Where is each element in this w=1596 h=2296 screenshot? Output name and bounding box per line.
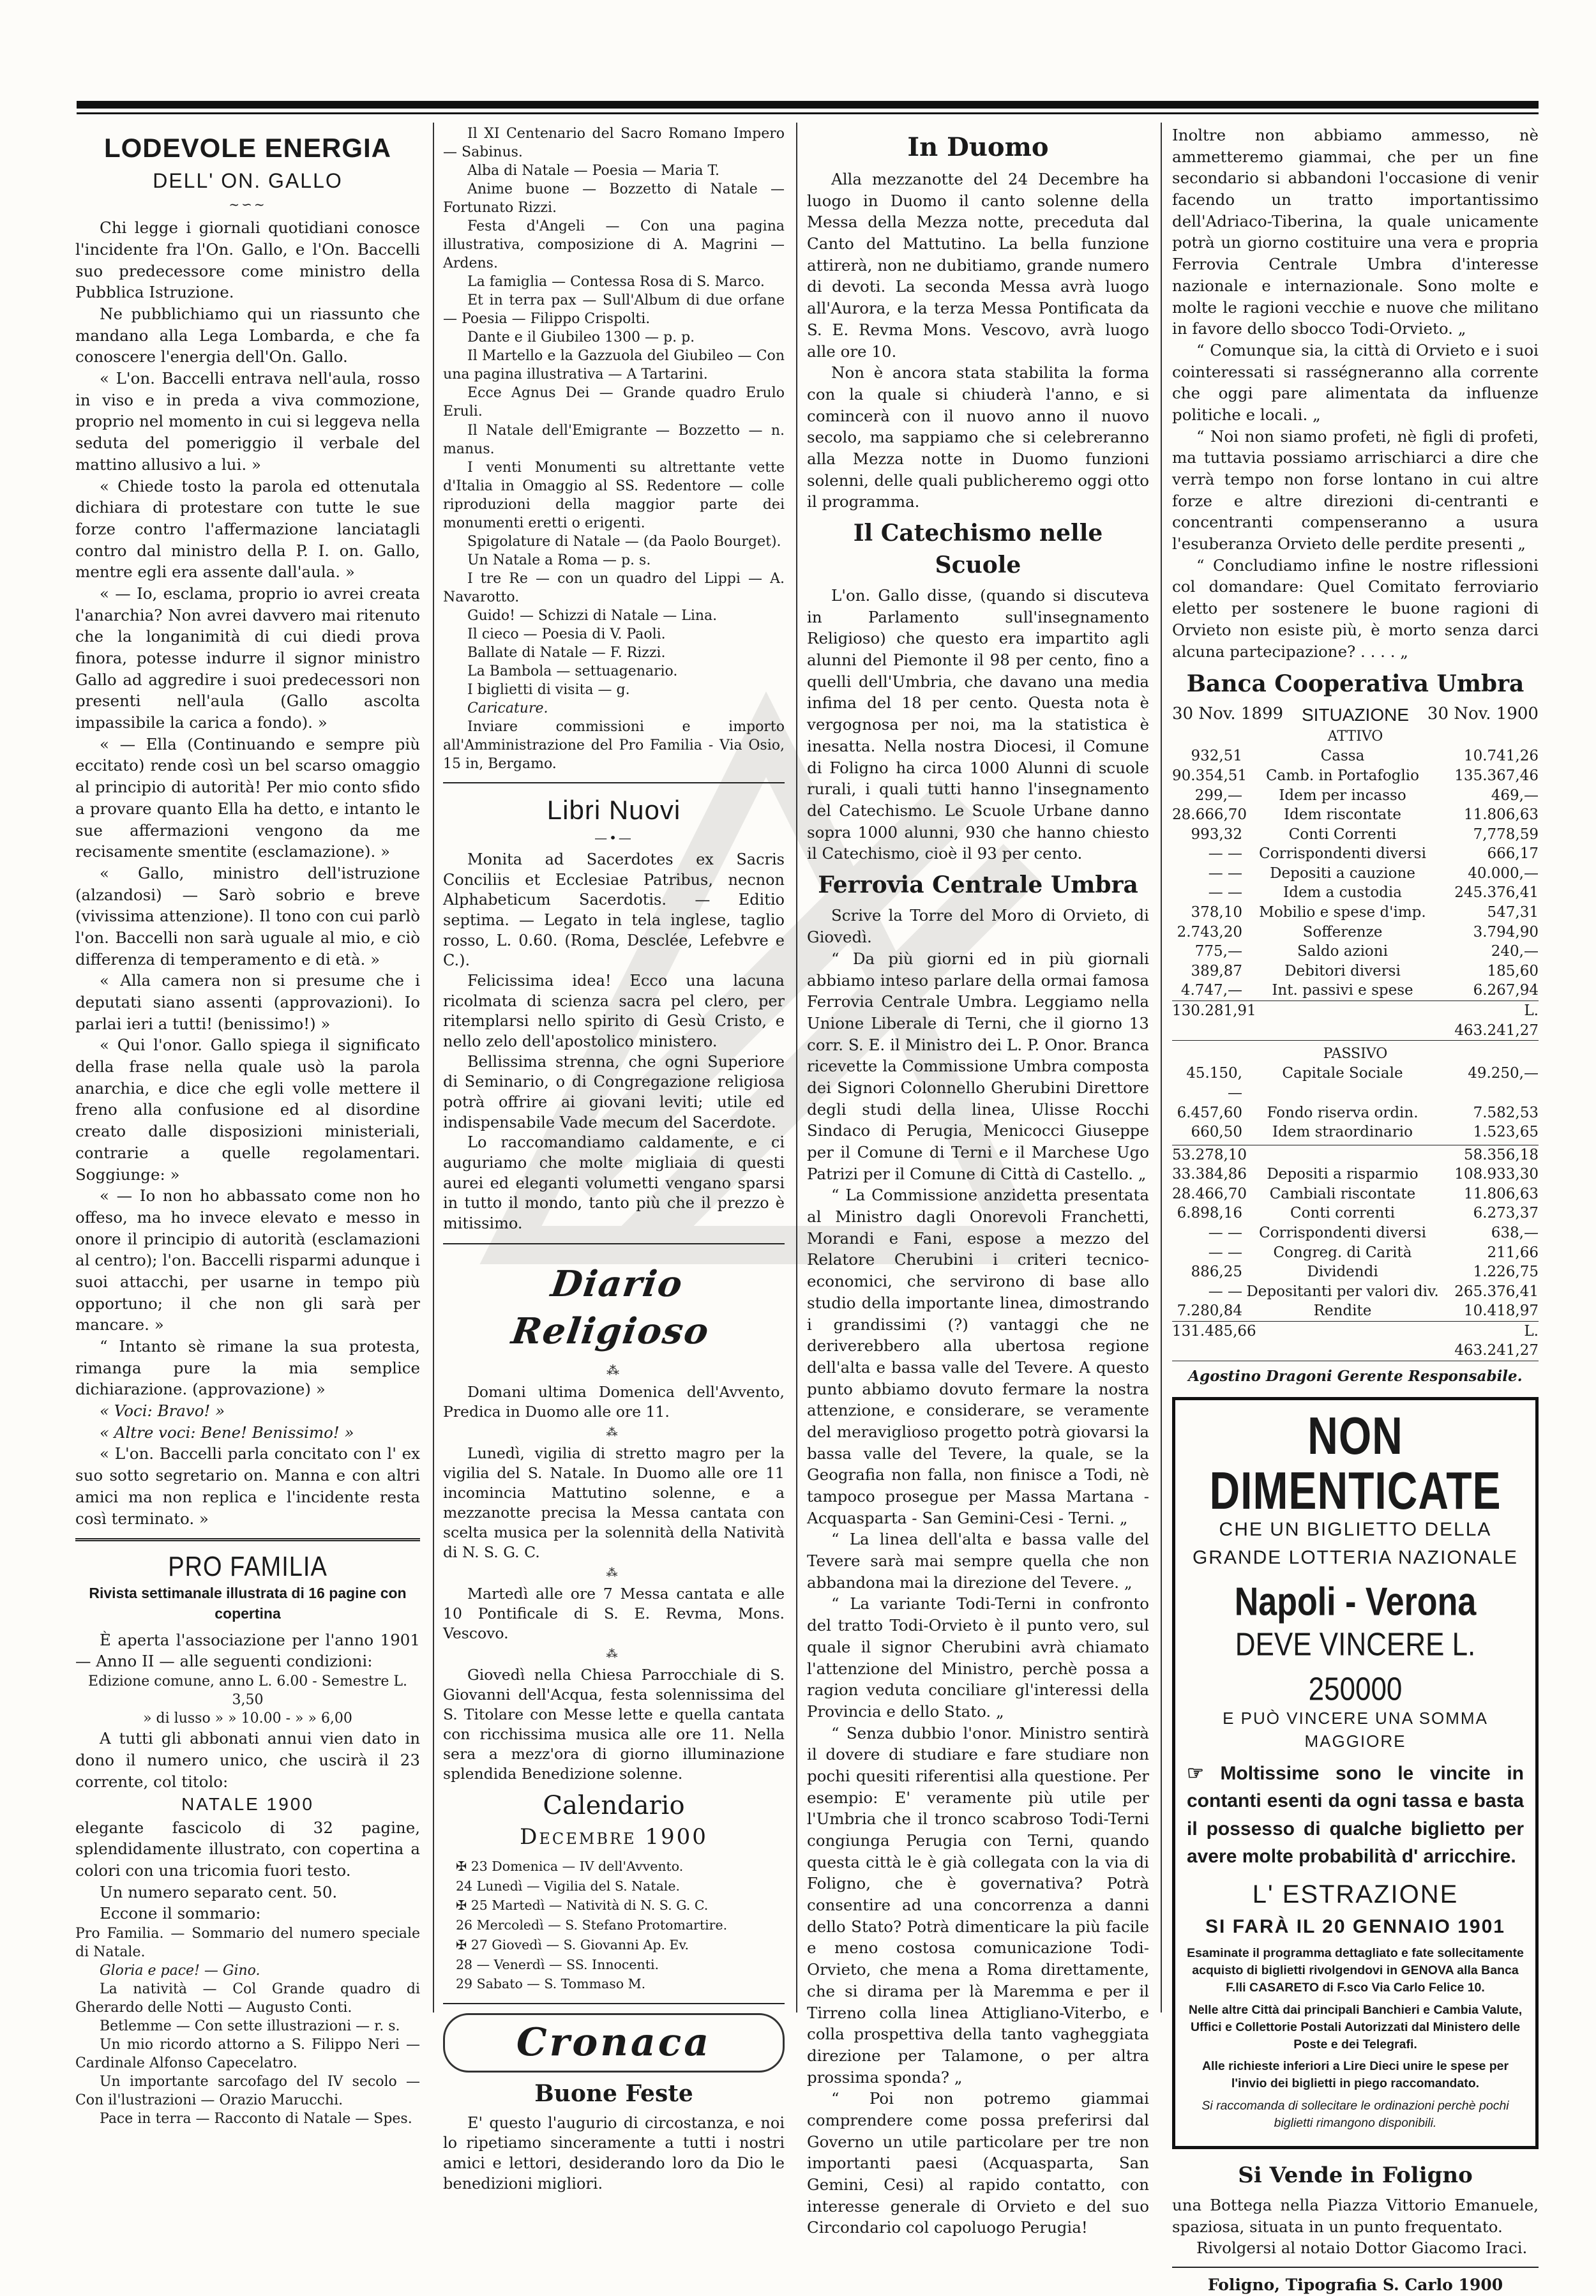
natale-title: NATALE 1900 xyxy=(181,1794,314,1815)
paragraph: E' questo l'augurio di circostanza, e noi lo ripetiamo sinceramente a tutti i nostri amici e lettori, desiderando loro da Dio le benedizioni migliori. xyxy=(443,2113,785,2193)
value-1900: 211,66 xyxy=(1487,1244,1539,1261)
paragraph: « Alla camera non si presume che i deputati siano assenti (approvazioni). Io parlai ieri a tutti! (benissimo!) » xyxy=(75,971,420,1033)
finance-row xyxy=(1172,825,1539,845)
value-1899: 33.384,86 xyxy=(1172,1166,1247,1183)
value-1899: 2.743,20 xyxy=(1177,923,1242,940)
list-item: Alba di Natale — Poesia — Maria T. xyxy=(467,163,719,179)
price-line: » di lusso » » 10.00 - » » 6,00 xyxy=(143,1711,352,1727)
paragraph: « L'on. Baccelli entrava nell'aula, rosso in viso e in preda a viva commozione, proprio nel momento in cui si leggeva nella seduta del pomeriggio il verbale del mattino allusivo a lui. » xyxy=(75,369,420,474)
paragraph: Martedì alle ore 7 Messa cantata e alle 10 Pontificale di S. E. Revma, Mons. Vescovo. xyxy=(443,1585,785,1643)
top-rule xyxy=(77,101,1539,109)
ornament: ⁂ xyxy=(606,1425,622,1439)
value-1900: 6.267,94 xyxy=(1473,982,1539,999)
si-vende-title: Si Vende in Foligno xyxy=(1238,2163,1473,2189)
libri-nuovi-title: Libri Nuovi xyxy=(546,795,681,826)
calendar-row: 24 Lunedì — Vigilia del S. Natale. xyxy=(456,1878,680,1894)
finance-row xyxy=(1172,786,1539,806)
list-item: La natività — Col Grande quadro di Gherardo delle Notti — Augusto Conti. xyxy=(75,1981,420,2016)
value-1899: — — xyxy=(1208,884,1242,902)
finance-row xyxy=(1172,1204,1539,1223)
finance-row xyxy=(1172,1282,1539,1302)
ad-estrazione: L' ESTRAZIONE xyxy=(1252,1880,1459,1908)
list-item: I tre Re — con un quadro del Lippi — A. Navarotto. xyxy=(443,570,785,605)
value-1899: 7.280,84 xyxy=(1177,1303,1242,1320)
item-label: Camb. in Portafoglio xyxy=(1266,767,1419,785)
list-item: Il cieco — Poesia di V. Paoli. xyxy=(467,626,666,642)
paragraph: « — Ella (Continuando e sempre più eccitato) rende così un bel scarso omaggio al principio di autorità! Per mio conto sfido a provare quanto Ella ha detto, e intanto le sue affermazioni vengono da me recisamente smentite (esclamazione). » xyxy=(75,734,420,861)
item-label: Conti Correnti xyxy=(1288,826,1397,843)
finance-row xyxy=(1172,923,1539,942)
finance-row xyxy=(1172,883,1539,903)
paragraph: Eccone il sommario: xyxy=(100,1904,261,1923)
item-label: Idem per incasso xyxy=(1279,787,1406,804)
list-item: Ballate di Natale — F. Rizzi. xyxy=(467,644,666,661)
value-1899: 660,50 xyxy=(1191,1124,1242,1141)
in-duomo-title: In Duomo xyxy=(907,132,1049,162)
ornament: ~∽~ xyxy=(229,196,267,212)
ad-city: Napoli - Verona xyxy=(1234,1579,1477,1624)
item-label: Depositi a cauzione xyxy=(1270,865,1415,882)
value-1900: 6.273,37 xyxy=(1473,1205,1539,1222)
value-1899: — — xyxy=(1208,1283,1242,1300)
value-1900: 638,— xyxy=(1491,1224,1539,1241)
calendar-row: ✠ 27 Giovedì — S. Giovanni Ap. Ev. xyxy=(456,1937,689,1952)
value-1900: 1.226,75 xyxy=(1473,1264,1539,1281)
value-1900: 10.418,97 xyxy=(1463,1303,1539,1320)
paragraph: “ Intanto sè rimane la sua protesta, rimanga pure la mia semplice dichiarazione. (approvazione) » xyxy=(75,1337,420,1399)
finance-row xyxy=(1172,942,1539,962)
calendar-row: 29 Sabato — S. Tommaso M. xyxy=(456,1976,646,1992)
paragraph: Ne pubblichiamo qui un riassunto che mandano alla Lega Lombarda, e che fa conoscere l'energia dell'On. Gallo. xyxy=(75,305,420,366)
value-1900: 3.794,90 xyxy=(1473,923,1539,940)
item-label: Idem a custodia xyxy=(1283,884,1402,902)
banca-header xyxy=(1172,703,1539,728)
item-label: Corrispondenti diversi xyxy=(1259,1224,1426,1241)
finance-row xyxy=(1172,1262,1539,1282)
paragraph: Lo raccomandiamo caldamente, e ci auguriamo che molte migliaia di questi aurei ed eleganti volumetti vengano sparsi in tutto il mondo, tanto più che il prezzo è mitissimo. xyxy=(443,1133,785,1233)
paragraph: È aperta l'associazione per l'anno 1901 — Anno II — alle seguenti condizioni: xyxy=(75,1630,420,1671)
paragraph: « — Io, esclama, proprio io avrei creata l'anarchia? Non avrei davvero mai ritenuto che la longanimità di cui diedi prova finora, potesse indurre il signor ministro Gallo ad aggredire i suoi predecessori non presenti nell'aula (Gallo ascolta impassibile la carica a fondo). » xyxy=(75,584,420,732)
item-label: Depositanti per valori div. xyxy=(1246,1283,1439,1300)
paragraph: Alla mezzanotte del 24 Decembre ha luogo in Duomo il canto solenne della Messa della Mezza notte, preceduta dal Canto del Mattutino. La bella funzione attirerà, non ne dubitiamo, grande numero di devoti. La seconda Messa avrà luogo all'Aurora, e la terza Messa Pontificata da S. E. Revma Mons. Vescovo, avrà luogo alle ore 10. xyxy=(807,170,1149,361)
value-1900: 245.376,41 xyxy=(1454,884,1539,902)
value-1900: 11.806,63 xyxy=(1463,1185,1539,1202)
paragraph: una Bottega nella Piazza Vittorio Emanuele, spaziosa, situata in un punto frequentato. xyxy=(1172,2195,1539,2236)
ornament: ⁂ xyxy=(606,1566,622,1580)
value-1900: 108.933,30 xyxy=(1454,1166,1539,1183)
item-label: Congreg. di Carità xyxy=(1273,1244,1412,1261)
paragraph: A tutti gli abbonati annui vien dato in dono il numero unico, che uscirà il 23 corrente, col titolo: xyxy=(75,1729,420,1791)
paragraph: Inviare commissioni e importo all'Amministrazione del Pro Familia - Via Osio, 15 in, Bergamo. xyxy=(443,719,785,773)
value-1899: — — xyxy=(1208,1244,1242,1261)
finance-row xyxy=(1172,1184,1539,1204)
lottery-advertisement xyxy=(1172,1397,1539,2149)
calendar-row: 28 — Venerdì — SS. Innocenti. xyxy=(456,1956,659,1972)
catechismo-title: Il Catechismo nelle Scuole xyxy=(853,520,1103,578)
ad-line: GRANDE LOTTERIA NAZIONALE xyxy=(1192,1546,1519,1568)
paragraph: “ Concludiamo infine le nostre riflessioni col domandare: Quel Comitato ferroviario eletto per sostenere le buone ragioni di Orvieto non esiste più, è morto senza darci alcuna partecipazione? . . . . „ xyxy=(1172,555,1539,661)
value-1900: 40.000,— xyxy=(1468,865,1539,882)
paragraph: Monita ad Sacerdotes ex Sacris Conciliis et Ecclesiae Patribus, necnon Alphabeticum Sacerdotis. — Editio septima. — Legato in tela inglese, taglio rosso, L. 0.60. (Roma, Desclée, Lefebvre e C.). xyxy=(443,850,785,970)
date-1900: 30 Nov. 1900 xyxy=(1427,704,1539,723)
attivo-label: ATTIVO xyxy=(1327,729,1383,745)
list-item: Festa d'Angeli — Con una pagina illustrativa, composizione di A. Magrini — Ardens. xyxy=(443,218,785,272)
paragraph: « Voci: Bravo! » xyxy=(100,1401,225,1421)
list-item: Anime buone — Bozzetto di Natale — Fortunato Rizzi. xyxy=(443,181,785,216)
calendar-row: ✠ 23 Domenica — IV dell'Avvento. xyxy=(456,1858,684,1874)
value-1899: — — xyxy=(1208,1224,1242,1241)
banca-title: Banca Cooperativa Umbra xyxy=(1186,670,1524,698)
cronaca-title: Cronaca xyxy=(443,2013,785,2073)
value-1899: 775,— xyxy=(1194,943,1242,960)
ad-date: SI FARÀ IL 20 GENNAIO 1901 xyxy=(1205,1915,1505,1937)
value-1899: 389,87 xyxy=(1191,962,1242,979)
list-item: Et in terra pax — Sull'Album di due orfane — Poesia — Filippo Crispolti. xyxy=(443,292,785,328)
ad-small: Alle richieste inferiori a Lire Dieci unire le spese per l'invio dei biglietti in piego raccomandato. xyxy=(1201,2059,1509,2091)
list-item: Betlemme — Con sette illustrazioni — r. s. xyxy=(100,2018,400,2035)
list-item: Dante e il Giubileo 1300 — p. p. xyxy=(467,329,695,346)
item-label: Saldo azioni xyxy=(1297,943,1388,960)
value-1899: 4.747,— xyxy=(1180,982,1242,999)
finance-row xyxy=(1172,981,1539,1001)
list-item: Un importante sarcofago del IV secolo — Con il'lustrazioni — Orazio Marucchi. xyxy=(75,2074,420,2109)
column-2 xyxy=(443,125,785,2194)
value-1900: 1.523,65 xyxy=(1473,1124,1539,1141)
value-1899: 45.150,— xyxy=(1186,1065,1242,1101)
value-1899: 28.666,70 xyxy=(1172,806,1247,824)
pointing-hand-icon: ☞ xyxy=(1187,1762,1221,1784)
item-label: Sofferenze xyxy=(1302,923,1383,940)
column-divider xyxy=(796,123,797,2013)
paragraph: L'on. Gallo disse, (quando si discuteva in Parlamento sull'insegnamento Religioso) che questo era impartito agli alunni del Piemonte il 98 per cento, fino a quelli dell'Umbria, che davano una media infima del 18 per cento. Questa nota è vergognosa per noi, ma la statistica è inesatta. Nella nostra Diocesi, il Comune di Foligno ha circa 1000 Alunni di scuole rurali, i quali tutti hanno l'insegnamento del Catechismo. Le Scuole Urbane danno sopra 1000 alunni, 930 che hanno chiesto il Catechismo, cioè il 93 per cento. xyxy=(807,586,1149,863)
value-1900: 49.250,— xyxy=(1468,1065,1539,1082)
finance-row xyxy=(1172,1103,1539,1123)
value-1900: 11.806,63 xyxy=(1463,806,1539,824)
value-1899: 993,32 xyxy=(1191,826,1242,843)
finance-row xyxy=(1172,1243,1539,1263)
paragraph: “ La Commissione anzidetta presentata al Ministro dagli Onorevoli Franchetti, Morandi e Fani, espose a mezzo del Relatore Cherubini i criteri tecnico-economici, che servirono di base allo studio della importante linea, dimostrando i grandissimi (?) vantaggi che ne deriverebbero alla ubertosa regione dell'alta e bassa valle del Tevere. A questo punto abbiamo dovuto fermare la nostra attenzione, e considerare, se veramente del meraviglioso progetto potrà giovarsi la bassa valle del Tevere, la quale, se la Geografia non falla, non finisce a Todi, nè tampoco prosegue per Massa Martana - Acquasparta - San Gemini-Cesi - Terni. „ xyxy=(807,1186,1149,1527)
item-label: Mobilio e spese d'imp. xyxy=(1259,904,1426,921)
ad-prize-sub: E PUÒ VINCERE UNA SOMMA MAGGIORE xyxy=(1223,1709,1488,1751)
finance-row xyxy=(1172,1301,1539,1321)
item-label: Conti correnti xyxy=(1290,1205,1395,1222)
value-1899: 6.898,16 xyxy=(1177,1205,1242,1222)
paragraph: « Altre voci: Bene! Benissimo! » xyxy=(100,1423,354,1442)
list-item: Gloria e pace! — Gino. xyxy=(100,1963,260,1979)
paragraph: « Gallo, ministro dell'istruzione (alzandosi) — Sarò sobrio e breve (vivissima attenzione). Il tono con cui parlò l'on. Baccelli non sarà uguale al mio, e ciò differenza di temperamento e di età. » xyxy=(75,863,420,969)
value-1899: — — xyxy=(1208,865,1242,882)
passivo-total xyxy=(1172,1321,1539,1361)
value-1899: 886,25 xyxy=(1191,1264,1242,1281)
item-label: Dividendi xyxy=(1307,1264,1378,1281)
paragraph: Chi legge i giornali quotidiani conosce l'incidente fra l'On. Gallo, e l'On. Baccelli suo predecessore come ministro della Pubblica Istruzione. xyxy=(75,218,420,302)
column-4 xyxy=(1172,125,1539,2296)
attivo-total xyxy=(1172,1001,1539,1041)
column-3 xyxy=(807,125,1149,2239)
gerente-line: Agostino Dragoni Gerente Responsabile. xyxy=(1188,1368,1523,1386)
finance-row xyxy=(1172,864,1539,884)
ad-text xyxy=(1187,1760,1524,1871)
paragraph: “ Noi non siamo profeti, nè figli di profeti, ma tuttavia possiamo arrischiarci a dire che verrà tempo non forse lontano in cui altre forze e altre direzioni di-centranti e concentranti compenseranno a usura l'esuberanza Orvieto delle perdite presenti „ xyxy=(1172,427,1539,554)
item-label: Idem riscontate xyxy=(1283,806,1402,824)
value-1899: 90.354,51 xyxy=(1172,767,1247,785)
ad-small: Esaminate il programma dettagliato e fate sollecitamente acquisto di biglietti rivolgendovi in GENOVA alla Banca F.lli CASARETO di F.sco Via Carlo Felice 10. xyxy=(1187,1946,1524,1995)
calendar-row: 26 Mercoledì — S. Stefano Protomartire. xyxy=(456,1917,728,1933)
article-title-energia: LODEVOLE ENERGIA xyxy=(103,133,392,163)
value-1900: 135.367,46 xyxy=(1454,767,1539,785)
paragraph: « Qui l'onor. Gallo spiega il significato della frase nella quale usò la parola anarchia, e dice che egli volle mettere il freno alla confusione ed al disordine creato dalle disposizioni ministeriali, contrarie a quelle regolamentari. Soggiunge: » xyxy=(75,1036,420,1184)
value-1899: 53.278,10 xyxy=(1172,1146,1247,1163)
paragraph: Non è ancora stata stabilita la forma con la quale si chiuderà l'anno, e si comincerà con il nuovo anno il nuovo secolo, ma sappiamo che si celebreranno alla Mezza notte in Duomo funzioni solenni, delle quali publicheremo oggi otto il programma. xyxy=(807,363,1149,511)
list-item: Il Natale dell'Emigrante — Bozzetto — n. manus. xyxy=(443,422,785,457)
value-1900: 240,— xyxy=(1491,943,1539,960)
list-item: I biglietti di visita — g. xyxy=(467,681,630,698)
finance-row xyxy=(1172,746,1539,766)
paragraph: Inoltre non abbiamo ammesso, nè ammetteremo giammai, che per un fine secondario si abbandoni l'occasione di venir facendo un tratto importantissimo dell'Adriaco-Tiberina, la quale unicamente potrà un giorno costituire una vera e propria Ferrovia Centrale Umbra d'interesse nazionale e internazionale. Sono molte e molte le ragioni vecchie e nuove che militano in favore dello sbocco Todi-Orvieto. „ xyxy=(1172,126,1539,338)
paragraph: « Chiede tosto la parola ed ottenutala dichiara di protestare con tutte le sue forze contro l'affermazione lanciatagli contro dal ministro della P. I. on. Gallo, mentre egli era assente dall'aula. » xyxy=(75,476,420,582)
ad-small: Si raccomanda di sollecitare le ordinazioni perchè pochi biglietti rimangono disponibili. xyxy=(1201,2099,1509,2131)
finance-row xyxy=(1172,844,1539,864)
ad-title: NON DIMENTICATE xyxy=(1209,1405,1502,1520)
paragraph: Felicissima idea! Ecco una lacuna ricolmata di scienza sacra pel clero, per ritemplarsi nello spirito di Gesù Cristo, e nello zelo dell'apostolico ministero. xyxy=(443,971,785,1050)
ad-text-body: Moltissime sono le vincite in contanti esenti da ogni tassa e basta il possesso di qualche biglietto per avere molte probabilità d' arricchire. xyxy=(1187,1762,1524,1868)
value-1899: 6.457,60 xyxy=(1177,1104,1242,1121)
ad-prize: DEVE VINCERE L. 250000 xyxy=(1235,1626,1476,1707)
paragraph: elegante fascicolo di 32 pagine, splendidamente illustrato, con copertina a colori con una tricomia fuori testo. xyxy=(75,1818,420,1880)
column-1 xyxy=(75,125,420,2129)
list-item: Un Natale a Roma — p. s. xyxy=(467,552,651,568)
column-divider xyxy=(1161,123,1162,2013)
finance-row xyxy=(1172,1165,1539,1184)
ornament: ⁂ xyxy=(606,1362,621,1378)
item-label: Cassa xyxy=(1320,748,1365,765)
divider xyxy=(443,2003,785,2004)
pro-familia-subtitle: Rivista settimanale illustrata di 16 pagine con copertina xyxy=(89,1585,407,1622)
paragraph: Giovedì nella Chiesa Parrocchiale di S. Giovanni dell'Acqua, festa solennissima del S. Titolare con Messe lette e quella cantata con ricchissima musica alle ore 11. Nella sera a mezz'ora di giorno illuminazione splendida Benedizione solenne. xyxy=(443,1666,785,1783)
value-1900: 265.376,41 xyxy=(1454,1283,1539,1300)
paragraph: Scrive la Torre del Moro di Orvieto, di Giovedì. xyxy=(807,906,1149,947)
calendario-subtitle: Decembre 1900 xyxy=(520,1824,708,1850)
value-1899: 378,10 xyxy=(1191,904,1242,921)
list-item: Guido! — Schizzi di Natale — Lina. xyxy=(467,607,718,624)
item-label: Rendite xyxy=(1313,1303,1372,1320)
ornament: ⁂ xyxy=(606,1647,622,1661)
paragraph: “ Comunque sia, la città di Orvieto e i suoi cointeressati si rasségneranno alla corrente che oggi pare alimentata da influenze politiche e locali. „ xyxy=(1172,340,1539,424)
diario-religioso-title: Diario Religioso xyxy=(509,1262,712,1352)
list-item: Spigolature di Natale — (da Paolo Bourget). xyxy=(467,533,781,550)
passivo-table xyxy=(1172,1064,1539,1142)
value-1900: 185,60 xyxy=(1487,962,1539,979)
list-item: I venti Monumenti su altrettante vette d'Italia in Omaggio al SS. Redentore — colle riproduzioni della maggior parte dei monumenti eretti o erigenti. xyxy=(443,459,785,531)
value-1900: 58.356,18 xyxy=(1463,1146,1539,1163)
pro-familia-title: PRO FAMILIA xyxy=(168,1552,327,1583)
finance-row xyxy=(1172,805,1539,825)
passivo-table-2 xyxy=(1172,1145,1539,1321)
list-item: Il XI Centenario del Sacro Romano Impero — Sabinus. xyxy=(443,126,785,161)
value-1899: 932,51 xyxy=(1191,748,1242,765)
finance-row xyxy=(1172,1145,1539,1165)
list-item: Un mio ricordo attorno a S. Filippo Neri — Cardinale Alfonso Capecelatro. xyxy=(75,2037,420,2072)
divider xyxy=(75,1538,420,1541)
finance-row xyxy=(1172,1223,1539,1243)
paragraph: Bellissima strenna, che ogni Superiore di Seminario, o di Congregazione religiosa potrà offrire ai giovani leviti; utile ed indispensabile Vade mecum del Sacerdote. xyxy=(443,1052,785,1131)
paragraph: « — Io non ho abbassato come non ho offeso, ma ho invece elevato e messo in onore il principio di autorità (esclamazioni al centro); l'on. Baccelli risparmi adunque i suoi attacchi, per usarne in tempo più opportuno; il che non gli sarà per mancare. » xyxy=(75,1186,420,1334)
list-item: Ecce Agnus Dei — Grande quadro Erulo Eruli. xyxy=(443,385,785,420)
paragraph: Domani ultima Domenica dell'Avvento, Predica in Duomo alle ore 11. xyxy=(443,1382,785,1421)
paragraph: “ La linea dell'alta e bassa valle del Tevere sarà mai sempre quella che non abbandona mai la direzione del Tevere. „ xyxy=(807,1530,1149,1592)
value-1900: 10.741,26 xyxy=(1463,748,1539,765)
article-subtitle-energia: DELL' ON. GALLO xyxy=(153,169,343,192)
finance-row xyxy=(1172,1064,1539,1103)
ad-small: Nelle altre Città dai principali Banchieri e Cambia Valute, Uffici e Collettorie Postali Autorizzati dal Ministero delle Poste e dei Telegrafi. xyxy=(1188,2002,1523,2051)
buone-feste-title: Buone Feste xyxy=(534,2080,693,2108)
passivo-label: PASSIVO xyxy=(1323,1046,1388,1062)
paragraph: Rivolgersi al notaio Dottor Giacomo Iraci. xyxy=(1196,2239,1528,2258)
value-1899: 28.466,70 xyxy=(1172,1185,1247,1202)
divider xyxy=(443,782,785,783)
item-label: Int. passivi e spese xyxy=(1272,982,1413,999)
finance-row xyxy=(1172,962,1539,981)
ferrovia-title: Ferrovia Centrale Umbra xyxy=(818,871,1138,898)
situazione-label: SITUAZIONE xyxy=(1301,704,1409,725)
total-1900: L. 463.241,27 xyxy=(1454,1002,1539,1039)
list-item: Pro Familia. — Sommario del numero speciale di Natale. xyxy=(75,1926,420,1961)
total-1899: 130.281,91 xyxy=(1172,1002,1256,1019)
paragraph: “ Da più giorni ed in più giornali abbiamo inteso parlare della ormai famosa Ferrovia Centrale Umbra. Leggiamo nella Unione Liberale di Terni, che il giorno 13 corr. S. E. il Ministro dei L. P. Onor. Branca ricevette la Commissione Umbra composta dei Signori Colonnello Gherubini Direttore degli studi della linea, Ulisse Rocchi Sindaco di Perugia, Menicocci Giuseppe per il Comune di Terni e il Marchese Ugo Patrizi per il Comune di Città di Castello. „ xyxy=(807,949,1149,1183)
ornament: —•— xyxy=(594,829,633,845)
list-item: La famiglia — Contessa Rosa di S. Marco. xyxy=(467,274,765,291)
finance-row xyxy=(1172,903,1539,923)
value-1899: 299,— xyxy=(1194,787,1242,804)
value-1899: — — xyxy=(1208,845,1242,863)
paragraph: “ La variante Todi-Terni in confronto del tratto Todi-Orvieto è il punto vero, sul quale il signor Cherubini avrà chiamato l'attenzione del Ministro, perchè possa a ragion veduta conciliare gl'interessi della Provincia e dello Stato. „ xyxy=(807,1594,1149,1721)
list-item: Pace in terra — Racconto di Natale — Spes. xyxy=(100,2111,412,2127)
value-1900: 7.582,53 xyxy=(1473,1104,1539,1121)
divider xyxy=(443,1243,785,1244)
finance-row xyxy=(1172,766,1539,786)
item-label: Corrispondenti diversi xyxy=(1259,845,1426,863)
list-item: Il Martello e la Gazzuola del Giubileo — Con una pagina illustrativa — A Tartarini. xyxy=(443,348,785,383)
total-1900: L. 463.241,27 xyxy=(1454,1322,1539,1359)
value-1900: 547,31 xyxy=(1487,904,1539,921)
top-rule-thin xyxy=(77,112,1539,114)
list-item: Caricature. xyxy=(467,700,548,716)
item-label: Cambiali riscontate xyxy=(1269,1185,1416,1202)
paragraph: “ Poi non potremo giammai comprendere come possa preferirsi dal Governo un utile particolare per tre non importanti paesi (Acquasparta, San Gemini, Cesi) al rapido contatto, con interesse generale di Orvieto e del suo Circondario col capoluogo Perugia! xyxy=(807,2089,1149,2237)
paragraph: Un numero separato cent. 50. xyxy=(100,1882,338,1901)
paragraph: « L'on. Baccelli parla concitato con l' ex suo sotto segretario on. Manna e con altri amici ma non replica e l'incidente resta così terminato. » xyxy=(75,1444,420,1528)
calendario-title: Calendario xyxy=(543,1791,685,1821)
list-item: La Bambola — settuagenario. xyxy=(467,663,678,679)
printer-line: Foligno, Tipografia S. Carlo 1900 xyxy=(1172,2267,1539,2296)
item-label: Capitale Sociale xyxy=(1282,1065,1403,1082)
item-label: Idem straordinario xyxy=(1272,1124,1413,1141)
price-line: Edizione comune, anno L. 6.00 - Semestre L. 3,50 xyxy=(88,1673,407,1709)
item-label xyxy=(1242,1145,1443,1165)
item-label: Debitori diversi xyxy=(1284,962,1401,979)
paragraph: “ Senza dubbio l'onor. Ministro sentirà il dovere di studiare e fare studiare non pochi quesiti riferentisi alla questione. Per esempio: E' veramente più utile per l'Umbria che il tronco scabroso Todi-Terni congiunga Perugia con Terni, quando questa città le è già collegata con la via di Foligno, che è governativa? Potrà consentire ad una concorrenza a danni dello Stato? Potrà dimenticare la più facile e meno costosa comunicazione Todi-Orvieto, che mena a Roma direttamente, che si dirama per là Maremma e per il Tirreno colla linea Attigliano-Viterbo, e colla prospettiva della tanto vagheggiata direzione per Talamone, o per altra prossima sponda? „ xyxy=(807,1723,1149,2087)
calendar-row: ✠ 25 Martedì — Natività di N. S. G. C. xyxy=(456,1898,709,1914)
date-1899: 30 Nov. 1899 xyxy=(1172,704,1284,723)
value-1900: 469,— xyxy=(1491,787,1539,804)
item-label: Fondo riserva ordin. xyxy=(1267,1104,1419,1121)
total-1899: 131.485,66 xyxy=(1172,1322,1256,1340)
attivo-table xyxy=(1172,746,1539,1001)
column-divider xyxy=(433,123,434,2013)
value-1900: 7,778,59 xyxy=(1473,826,1539,843)
paragraph: Lunedì, vigilia di stretto magro per la vigilia del S. Natale. In Duomo alle ore 11 incomincia Mattutino solenne, e a mezzanotte precisa la Messa cantata con scelta musica per la solennità della Natività di N. S. G. C. xyxy=(443,1444,785,1561)
finance-row xyxy=(1172,1122,1539,1142)
ad-line: CHE UN BIGLIETTO DELLA xyxy=(1219,1519,1492,1541)
value-1900: 666,17 xyxy=(1487,845,1539,863)
item-label: Depositi a risparmio xyxy=(1267,1166,1419,1183)
